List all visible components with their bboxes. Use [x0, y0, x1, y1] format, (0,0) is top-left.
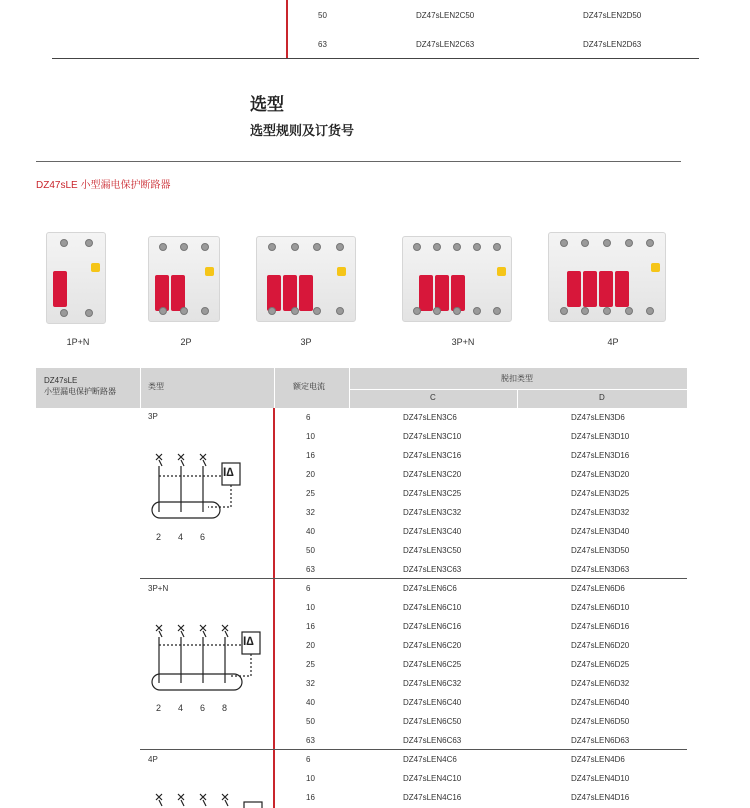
header-divider — [274, 368, 275, 408]
c-code-cell: DZ47sLEN3C25 — [403, 489, 462, 498]
residual-current-symbol: I∆ — [243, 634, 254, 648]
product-label: 4P — [607, 337, 619, 347]
c-code-cell: DZ47sLEN6C32 — [403, 679, 462, 688]
c-code-cell: DZ47sLEN3C50 — [403, 546, 462, 555]
c-code-cell: DZ47sLEN3C20 — [403, 470, 462, 479]
top-table-bottom-rule — [52, 58, 699, 59]
rated-current-cell: 63 — [306, 565, 315, 574]
switch-contact-icon — [200, 454, 206, 512]
c-code-cell: DZ47sLEN3C40 — [403, 527, 462, 536]
switch-contact-icon — [156, 794, 162, 806]
table-red-divider — [273, 408, 275, 808]
header-divider — [140, 368, 141, 408]
top-row-c-code: DZ47sLEN2C50 — [416, 11, 475, 20]
switch-contact-icon — [178, 794, 184, 806]
product-image-4p — [548, 232, 666, 322]
group-separator — [140, 749, 687, 750]
rated-current-cell: 10 — [306, 432, 315, 441]
header-c: C — [430, 393, 436, 402]
c-code-cell: DZ47sLEN3C63 — [403, 565, 462, 574]
d-code-cell: DZ47sLEN6D10 — [571, 603, 630, 612]
c-code-cell: DZ47sLEN6C20 — [403, 641, 462, 650]
c-code-cell: DZ47sLEN3C10 — [403, 432, 462, 441]
rated-current-cell: 40 — [306, 527, 315, 536]
c-code-cell: DZ47sLEN6C63 — [403, 736, 462, 745]
d-code-cell: DZ47sLEN3D63 — [571, 565, 630, 574]
rated-current-cell: 6 — [306, 755, 311, 764]
header-type: 类型 — [148, 382, 164, 391]
terminal-number: 4 — [178, 703, 184, 713]
d-code-cell: DZ47sLEN3D40 — [571, 527, 630, 536]
d-code-cell: DZ47sLEN6D32 — [571, 679, 630, 688]
top-row-current: 50 — [318, 11, 327, 20]
switch-contact-icon — [156, 454, 162, 512]
header-divider — [349, 389, 687, 390]
group-type-label: 3P — [148, 412, 158, 421]
rated-current-cell: 16 — [306, 451, 315, 460]
terminal-number: 2 — [156, 532, 162, 542]
rated-current-cell: 40 — [306, 698, 315, 707]
c-code-cell: DZ47sLEN6C40 — [403, 698, 462, 707]
top-row-d-code: DZ47sLEN2D63 — [583, 40, 642, 49]
c-code-cell: DZ47sLEN6C16 — [403, 622, 462, 631]
c-code-cell: DZ47sLEN4C16 — [403, 793, 462, 802]
c-code-cell: DZ47sLEN4C10 — [403, 774, 462, 783]
top-row-d-code: DZ47sLEN2D50 — [583, 11, 642, 20]
series-title: DZ47sLE 小型漏电保护断路器 — [36, 180, 171, 191]
d-code-cell: DZ47sLEN3D16 — [571, 451, 630, 460]
d-code-cell: DZ47sLEN3D25 — [571, 489, 630, 498]
c-code-cell: DZ47sLEN6C6 — [403, 584, 457, 593]
switch-contact-icon — [178, 454, 184, 512]
terminal-number: 6 — [200, 703, 206, 713]
top-table-red-divider — [286, 0, 288, 58]
product-label: 3P+N — [451, 337, 475, 347]
d-code-cell: DZ47sLEN6D40 — [571, 698, 630, 707]
rated-current-cell: 16 — [306, 793, 315, 802]
top-row-current: 63 — [318, 40, 327, 49]
d-code-cell: DZ47sLEN6D6 — [571, 584, 625, 593]
header-product-line2: 小型漏电保护断路器 — [44, 387, 116, 396]
d-code-cell: DZ47sLEN4D10 — [571, 774, 630, 783]
table-header — [36, 368, 687, 408]
product-label: 1P+N — [66, 337, 90, 347]
c-code-cell: DZ47sLEN6C25 — [403, 660, 462, 669]
wiring-diagram-4p — [146, 788, 272, 808]
rated-current-cell: 25 — [306, 660, 315, 669]
rated-current-cell: 6 — [306, 584, 311, 593]
header-divider — [349, 368, 350, 408]
section-subtitle: 选型规则及订货号 — [250, 123, 355, 138]
c-code-cell: DZ47sLEN6C10 — [403, 603, 462, 612]
section-title: 选型 — [250, 95, 284, 114]
product-image-2p — [148, 236, 220, 322]
d-code-cell: DZ47sLEN3D6 — [571, 413, 625, 422]
residual-current-symbol: I∆ — [223, 465, 234, 479]
product-image-3p — [256, 236, 356, 322]
wiring-diagram-3p-n — [146, 617, 272, 717]
d-code-cell: DZ47sLEN3D10 — [571, 432, 630, 441]
d-code-cell: DZ47sLEN3D50 — [571, 546, 630, 555]
header-divider — [517, 389, 518, 408]
rated-current-cell: 10 — [306, 774, 315, 783]
c-code-cell: DZ47sLEN3C6 — [403, 413, 457, 422]
rated-current-cell: 63 — [306, 736, 315, 745]
rated-current-cell: 10 — [306, 603, 315, 612]
c-code-cell: DZ47sLEN4C6 — [403, 755, 457, 764]
d-code-cell: DZ47sLEN4D16 — [571, 793, 630, 802]
terminal-number: 2 — [156, 703, 162, 713]
rated-current-cell: 25 — [306, 489, 315, 498]
rated-current-cell: 16 — [306, 622, 315, 631]
product-label: 2P — [180, 337, 192, 347]
header-trip-type: 脱扣类型 — [501, 374, 533, 383]
rated-current-cell: 50 — [306, 717, 315, 726]
d-code-cell: DZ47sLEN6D50 — [571, 717, 630, 726]
terminal-number: 4 — [178, 532, 184, 542]
c-code-cell: DZ47sLEN3C32 — [403, 508, 462, 517]
group-type-label: 4P — [148, 755, 158, 764]
d-code-cell: DZ47sLEN6D20 — [571, 641, 630, 650]
rated-current-cell: 6 — [306, 413, 311, 422]
product-image-1p-n — [46, 232, 106, 324]
c-code-cell: DZ47sLEN6C50 — [403, 717, 462, 726]
group-separator — [140, 578, 687, 579]
rated-current-cell: 20 — [306, 470, 315, 479]
d-code-cell: DZ47sLEN6D25 — [571, 660, 630, 669]
rated-current-cell: 50 — [306, 546, 315, 555]
rated-current-cell: 20 — [306, 641, 315, 650]
terminal-number: 8 — [222, 703, 228, 713]
terminal-number: 6 — [200, 532, 206, 542]
group-type-label: 3P+N — [148, 584, 169, 593]
d-code-cell: DZ47sLEN3D20 — [571, 470, 630, 479]
d-code-cell: DZ47sLEN3D32 — [571, 508, 630, 517]
d-code-cell: DZ47sLEN6D16 — [571, 622, 630, 631]
d-code-cell: DZ47sLEN6D63 — [571, 736, 630, 745]
switch-contact-icon — [222, 794, 228, 806]
header-d: D — [599, 393, 605, 402]
section-divider — [36, 161, 681, 162]
rated-current-cell: 32 — [306, 679, 315, 688]
header-product-line1: DZ47sLE — [44, 376, 78, 385]
product-image-3p-n — [402, 236, 512, 322]
product-label: 3P — [300, 337, 312, 347]
rated-current-cell: 32 — [306, 508, 315, 517]
switch-contact-icon — [200, 794, 206, 806]
top-row-c-code: DZ47sLEN2C63 — [416, 40, 475, 49]
header-rated-current: 额定电流 — [293, 382, 325, 391]
c-code-cell: DZ47sLEN3C16 — [403, 451, 462, 460]
wiring-diagram-3p — [146, 446, 256, 546]
d-code-cell: DZ47sLEN4D6 — [571, 755, 625, 764]
